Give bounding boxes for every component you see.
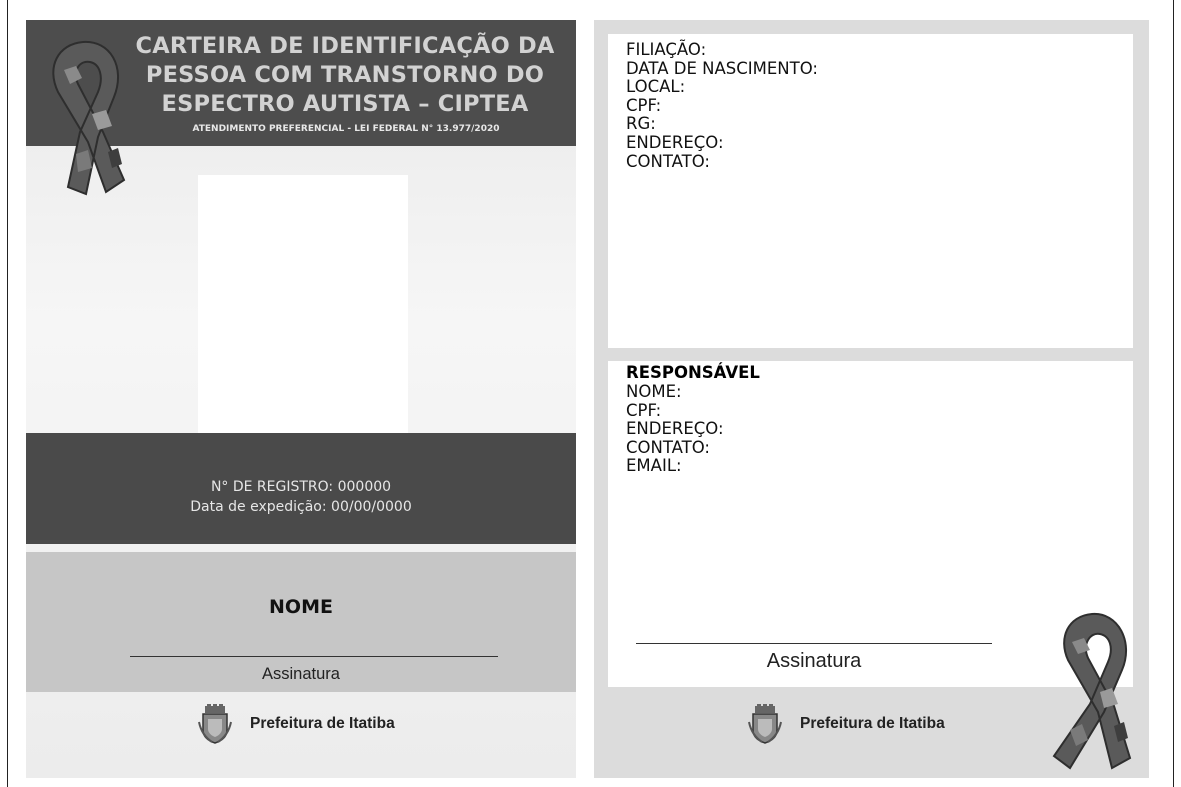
personal-info-panel: [608, 34, 1133, 348]
personal-fields: [626, 41, 818, 171]
field-endereco: ENDEREÇO:: [626, 132, 724, 152]
responsavel-fields: [626, 383, 724, 476]
responsavel-heading: RESPONSÁVEL: [626, 363, 760, 382]
photo-placeholder: [198, 175, 408, 455]
back-signature-line: [636, 643, 992, 644]
field-contato: CONTATO:: [626, 151, 710, 171]
registro-band: [26, 433, 576, 544]
registro-number: N° DE REGISTRO: 000000: [210, 479, 392, 495]
back-assinatura-label: Assinatura: [766, 650, 862, 672]
resp-field-nome: NOME:: [626, 382, 682, 401]
awareness-ribbon-icon: [28, 22, 138, 202]
field-cpf: CPF:: [626, 95, 662, 115]
resp-field-cpf: CPF:: [626, 400, 662, 420]
card-front: [26, 20, 576, 778]
back-footer-text: Prefeitura de Itatiba: [800, 715, 945, 732]
city-crest-icon: [748, 704, 782, 744]
card-back: [594, 20, 1149, 778]
signature-line: [130, 656, 498, 657]
name-band: [26, 552, 576, 692]
title-line-3: ESPECTRO AUTISTA – CIPTEA: [161, 91, 529, 117]
field-filiacao: FILIAÇÃO:: [626, 40, 707, 59]
title-line-2: PESSOA COM TRANSTORNO DO: [145, 62, 545, 88]
field-rg: RG:: [626, 114, 656, 134]
resp-field-endereco: ENDEREÇO:: [626, 419, 724, 439]
awareness-ribbon-icon: [1040, 608, 1140, 778]
resp-field-email: EMAIL:: [626, 456, 682, 476]
card-subtitle: ATENDIMENTO PREFERENCIAL - LEI FEDERAL N° 13.977/2020: [192, 124, 500, 134]
nome-label: NOME: [269, 596, 333, 618]
expedicao-date: Data de expedição: 00/00/0000: [190, 499, 412, 515]
resp-field-contato: CONTATO:: [626, 437, 710, 457]
assinatura-label: Assinatura: [262, 665, 340, 683]
field-data-nascimento: DATA DE NASCIMENTO:: [626, 58, 818, 78]
title-line-1: CARTEIRA DE IDENTIFICAÇÃO DA: [135, 33, 555, 59]
card-title: [116, 32, 574, 119]
field-local: LOCAL:: [626, 77, 686, 97]
city-crest-icon: [198, 704, 232, 744]
front-footer: [198, 704, 395, 744]
back-footer: [748, 704, 945, 744]
front-footer-text: Prefeitura de Itatiba: [250, 715, 395, 732]
